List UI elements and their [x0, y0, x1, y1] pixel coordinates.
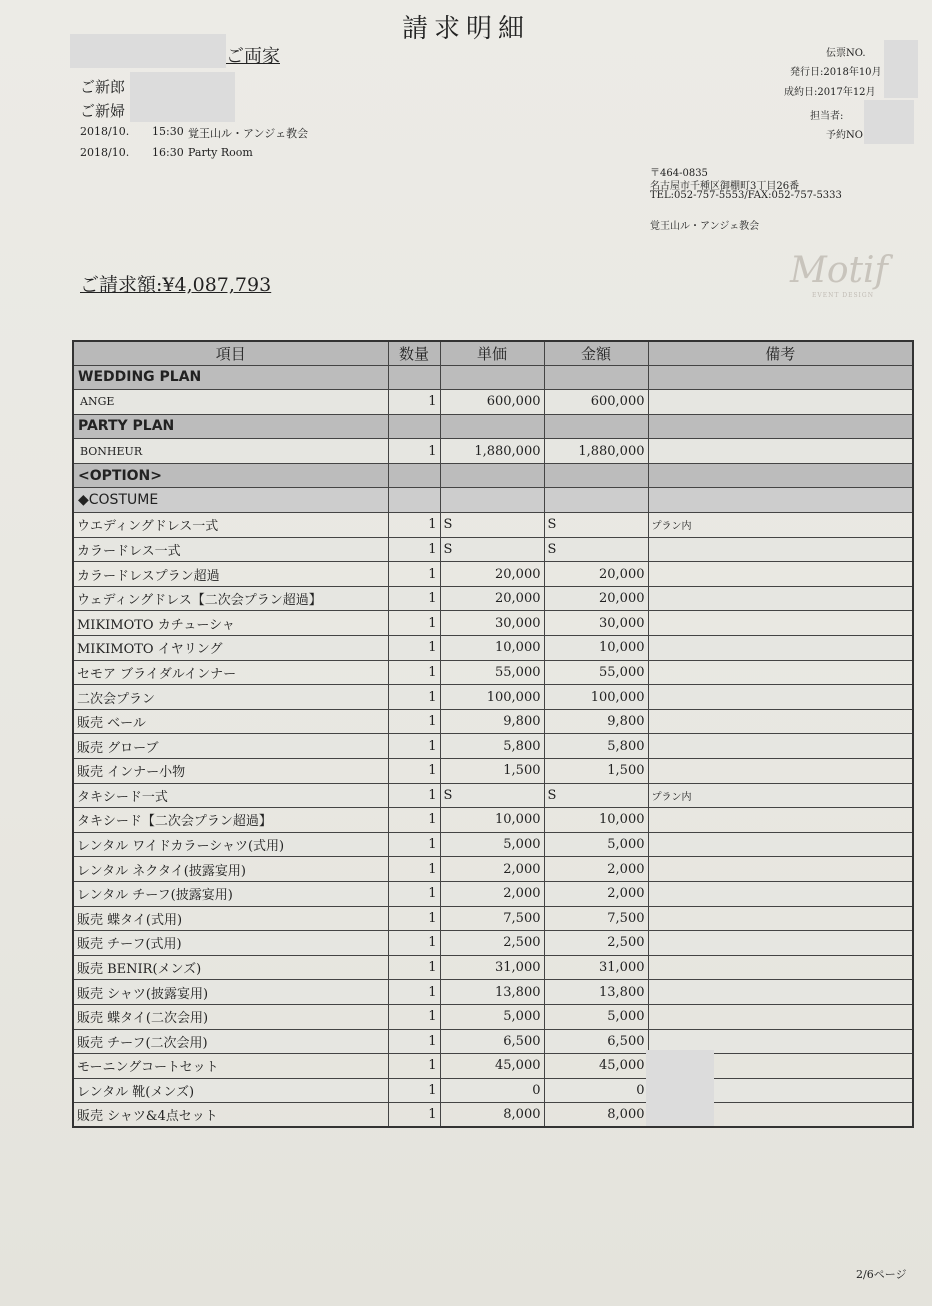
row-amount: 10,000: [544, 808, 648, 833]
table-row: [73, 857, 913, 882]
row-remarks: [648, 537, 913, 562]
row-unit-price: S: [440, 783, 544, 808]
header-qty: 数量: [388, 341, 440, 365]
table-row: [73, 414, 913, 439]
row-amount: 1,500: [544, 759, 648, 784]
row-remarks: [648, 709, 913, 734]
groom-label: ご新郎: [80, 78, 126, 96]
row-unit-price: 1,880,000: [440, 439, 544, 464]
table-row: [73, 808, 913, 833]
row-remarks: [648, 685, 913, 710]
row-amount: S: [544, 783, 648, 808]
row-item-name: ウエディングドレス一式: [73, 513, 388, 538]
motif-logo: Motif: [790, 250, 888, 291]
table-row: [73, 1103, 913, 1128]
schedule-2-venue: Party Room: [188, 146, 253, 159]
row-qty: 1: [388, 537, 440, 562]
row-qty: 1: [388, 808, 440, 833]
row-remarks: [648, 414, 913, 439]
company-address: 名古屋市千種区御棚町3丁目26番: [650, 181, 800, 192]
row-remarks: [648, 931, 913, 956]
table-row: [73, 1029, 913, 1054]
row-unit-price: [440, 488, 544, 513]
row-item-name: 販売 シャツ&4点セット: [73, 1103, 388, 1128]
table-row: [73, 1054, 913, 1079]
row-item-name: ウェディングドレス【二次会プラン超過】: [73, 586, 388, 611]
row-item-name: ◆COSTUME: [73, 488, 388, 513]
header-item: 項目: [73, 341, 388, 365]
table-row: [73, 611, 913, 636]
row-unit-price: 55,000: [440, 660, 544, 685]
row-unit-price: 7,500: [440, 906, 544, 931]
row-amount: 31,000: [544, 955, 648, 980]
row-remarks: [648, 980, 913, 1005]
row-unit-price: 1,500: [440, 759, 544, 784]
schedule-1-venue: 覚王山ル・アンジェ教会: [188, 127, 309, 140]
row-amount: 6,500: [544, 1029, 648, 1054]
table-row: [73, 439, 913, 464]
row-remarks: [648, 906, 913, 931]
table-row: [73, 955, 913, 980]
row-amount: [544, 414, 648, 439]
row-unit-price: 10,000: [440, 636, 544, 661]
slip-no: 伝票NO.: [826, 48, 866, 59]
row-item-name: 販売 蝶タイ(二次会用): [73, 1004, 388, 1029]
row-qty: 1: [388, 881, 440, 906]
row-amount: 13,800: [544, 980, 648, 1005]
table-row: [73, 586, 913, 611]
row-amount: S: [544, 537, 648, 562]
row-remarks: [648, 881, 913, 906]
row-unit-price: 2,500: [440, 931, 544, 956]
table-row: [73, 980, 913, 1005]
table-row: [73, 562, 913, 587]
row-unit-price: 5,000: [440, 1004, 544, 1029]
row-qty: 1: [388, 660, 440, 685]
contract-date: 成約日:2017年12月: [784, 87, 876, 98]
row-qty: 1: [388, 1029, 440, 1054]
row-qty: 1: [388, 709, 440, 734]
schedule-1-time: 15:30: [152, 125, 184, 138]
row-item-name: MIKIMOTO イヤリング: [73, 636, 388, 661]
row-unit-price: 9,800: [440, 709, 544, 734]
redacted-meta: [884, 40, 918, 98]
motif-logo-sub: EVENT DESIGN: [812, 292, 874, 299]
row-unit-price: 5,800: [440, 734, 544, 759]
company-name: 覚王山ル・アンジェ教会: [650, 221, 760, 232]
row-item-name: レンタル ワイドカラーシャツ(式用): [73, 832, 388, 857]
row-item-name: 販売 チーフ(二次会用): [73, 1029, 388, 1054]
row-item-name: レンタル 靴(メンズ): [73, 1078, 388, 1103]
row-item-name: 二次会プラン: [73, 685, 388, 710]
table-body: [73, 365, 913, 1127]
redacted-couple-names: [130, 72, 235, 122]
row-unit-price: [440, 414, 544, 439]
row-remarks: [648, 734, 913, 759]
row-amount: 5,000: [544, 1004, 648, 1029]
row-amount: [544, 463, 648, 488]
table-row: [73, 1004, 913, 1029]
row-item-name: BONHEUR: [73, 439, 388, 464]
row-qty: 1: [388, 759, 440, 784]
row-unit-price: 30,000: [440, 611, 544, 636]
row-remarks: [648, 808, 913, 833]
row-qty: 1: [388, 955, 440, 980]
row-item-name: ANGE: [73, 390, 388, 415]
row-remarks: [648, 660, 913, 685]
row-qty: 1: [388, 1078, 440, 1103]
row-item-name: タキシード【二次会プラン超過】: [73, 808, 388, 833]
company-tel-fax: TEL:052-757-5553/FAX:052-757-5333: [650, 190, 842, 201]
row-unit-price: 100,000: [440, 685, 544, 710]
table-row: [73, 365, 913, 390]
row-unit-price: 10,000: [440, 808, 544, 833]
schedule-2-time: 16:30: [152, 146, 184, 159]
row-qty: [388, 414, 440, 439]
row-qty: 1: [388, 636, 440, 661]
header-unit-price: 単価: [440, 341, 544, 365]
row-remarks: [648, 439, 913, 464]
row-item-name: カラードレス一式: [73, 537, 388, 562]
row-remarks: [648, 636, 913, 661]
row-item-name: 販売 BENIR(メンズ): [73, 955, 388, 980]
table-row: [73, 488, 913, 513]
row-unit-price: 20,000: [440, 586, 544, 611]
row-remarks: [648, 857, 913, 882]
table-header-row: [73, 341, 913, 365]
billing-table: [72, 340, 914, 1128]
table-row: [73, 832, 913, 857]
row-remarks: [648, 488, 913, 513]
row-item-name: MIKIMOTO カチューシャ: [73, 611, 388, 636]
row-item-name: 販売 ベール: [73, 709, 388, 734]
row-unit-price: 6,500: [440, 1029, 544, 1054]
row-unit-price: S: [440, 513, 544, 538]
row-amount: 1,880,000: [544, 439, 648, 464]
table-row: [73, 685, 913, 710]
row-qty: 1: [388, 1054, 440, 1079]
row-unit-price: S: [440, 537, 544, 562]
reservation-no: 予約NO: [826, 130, 863, 141]
row-unit-price: 20,000: [440, 562, 544, 587]
family-suffix: ご両家: [226, 46, 280, 67]
row-unit-price: 8,000: [440, 1103, 544, 1128]
row-qty: 1: [388, 685, 440, 710]
row-remarks: [648, 759, 913, 784]
row-item-name: WEDDING PLAN: [73, 365, 388, 390]
row-remarks: [648, 562, 913, 587]
row-item-name: <OPTION>: [73, 463, 388, 488]
table-row: [73, 513, 913, 538]
issue-date: 発行日:2018年10月: [790, 67, 882, 78]
table-row: [73, 463, 913, 488]
row-item-name: PARTY PLAN: [73, 414, 388, 439]
company-postal: 〒464-0835: [650, 168, 708, 179]
header-remarks: 備考: [648, 341, 913, 365]
row-item-name: セモア ブライダルインナー: [73, 660, 388, 685]
row-qty: 1: [388, 832, 440, 857]
table-row: [73, 709, 913, 734]
row-qty: [388, 463, 440, 488]
row-amount: S: [544, 513, 648, 538]
row-amount: 8,000: [544, 1103, 648, 1128]
redacted-staff: [864, 100, 914, 144]
row-unit-price: 45,000: [440, 1054, 544, 1079]
row-remarks: [648, 832, 913, 857]
table-row: [73, 1078, 913, 1103]
row-unit-price: 2,000: [440, 881, 544, 906]
row-item-name: モーニングコートセット: [73, 1054, 388, 1079]
row-amount: 30,000: [544, 611, 648, 636]
redacted-family-name: [70, 34, 226, 68]
row-qty: [388, 365, 440, 390]
row-qty: [388, 488, 440, 513]
table-row: [73, 390, 913, 415]
row-qty: 1: [388, 586, 440, 611]
row-unit-price: 31,000: [440, 955, 544, 980]
row-remarks: [648, 463, 913, 488]
bride-label: ご新婦: [80, 102, 126, 120]
row-amount: 100,000: [544, 685, 648, 710]
row-item-name: 販売 シャツ(披露宴用): [73, 980, 388, 1005]
row-unit-price: 600,000: [440, 390, 544, 415]
row-remarks: [648, 1004, 913, 1029]
row-amount: 7,500: [544, 906, 648, 931]
total-amount: ご請求額:¥4,087,793: [80, 274, 272, 296]
row-amount: 2,500: [544, 931, 648, 956]
schedule-1-date: 2018/10.: [80, 125, 130, 138]
header-amount: 金額: [544, 341, 648, 365]
row-remarks: [648, 955, 913, 980]
row-unit-price: [440, 365, 544, 390]
row-remarks: [648, 365, 913, 390]
row-qty: 1: [388, 562, 440, 587]
row-qty: 1: [388, 980, 440, 1005]
row-amount: 10,000: [544, 636, 648, 661]
row-qty: 1: [388, 390, 440, 415]
row-amount: 0: [544, 1078, 648, 1103]
row-qty: 1: [388, 611, 440, 636]
row-amount: 9,800: [544, 709, 648, 734]
row-qty: 1: [388, 1004, 440, 1029]
row-remarks: [648, 586, 913, 611]
row-item-name: レンタル チーフ(披露宴用): [73, 881, 388, 906]
row-item-name: 販売 インナー小物: [73, 759, 388, 784]
row-amount: 20,000: [544, 586, 648, 611]
schedule-2-date: 2018/10.: [80, 146, 130, 159]
page-number: 2/6ページ: [856, 1268, 907, 1281]
row-item-name: レンタル ネクタイ(披露宴用): [73, 857, 388, 882]
row-item-name: 販売 グローブ: [73, 734, 388, 759]
table-row: [73, 636, 913, 661]
table-row: [73, 734, 913, 759]
row-unit-price: 13,800: [440, 980, 544, 1005]
row-amount: 5,800: [544, 734, 648, 759]
row-remarks: プラン内: [648, 783, 913, 808]
row-amount: 20,000: [544, 562, 648, 587]
row-qty: 1: [388, 931, 440, 956]
row-qty: 1: [388, 734, 440, 759]
row-item-name: 販売 蝶タイ(式用): [73, 906, 388, 931]
row-amount: 5,000: [544, 832, 648, 857]
table-row: [73, 660, 913, 685]
row-unit-price: 2,000: [440, 857, 544, 882]
row-amount: [544, 365, 648, 390]
row-amount: 55,000: [544, 660, 648, 685]
row-item-name: カラードレスプラン超過: [73, 562, 388, 587]
row-item-name: 販売 チーフ(式用): [73, 931, 388, 956]
table-row: [73, 537, 913, 562]
row-qty: 1: [388, 783, 440, 808]
row-amount: 2,000: [544, 881, 648, 906]
row-unit-price: 0: [440, 1078, 544, 1103]
redacted-remarks: [646, 1050, 714, 1126]
row-remarks: [648, 390, 913, 415]
row-amount: 45,000: [544, 1054, 648, 1079]
row-qty: 1: [388, 857, 440, 882]
row-amount: 2,000: [544, 857, 648, 882]
document-title: 請求明細: [401, 14, 530, 44]
row-amount: [544, 488, 648, 513]
row-qty: 1: [388, 906, 440, 931]
row-amount: 600,000: [544, 390, 648, 415]
table-row: [73, 759, 913, 784]
table-row: [73, 783, 913, 808]
staff: 担当者:: [810, 111, 844, 122]
table-row: [73, 906, 913, 931]
row-unit-price: [440, 463, 544, 488]
row-qty: 1: [388, 513, 440, 538]
row-qty: 1: [388, 439, 440, 464]
row-item-name: タキシード一式: [73, 783, 388, 808]
row-unit-price: 5,000: [440, 832, 544, 857]
row-qty: 1: [388, 1103, 440, 1128]
table-row: [73, 931, 913, 956]
row-remarks: [648, 611, 913, 636]
table-row: [73, 881, 913, 906]
row-remarks: プラン内: [648, 513, 913, 538]
